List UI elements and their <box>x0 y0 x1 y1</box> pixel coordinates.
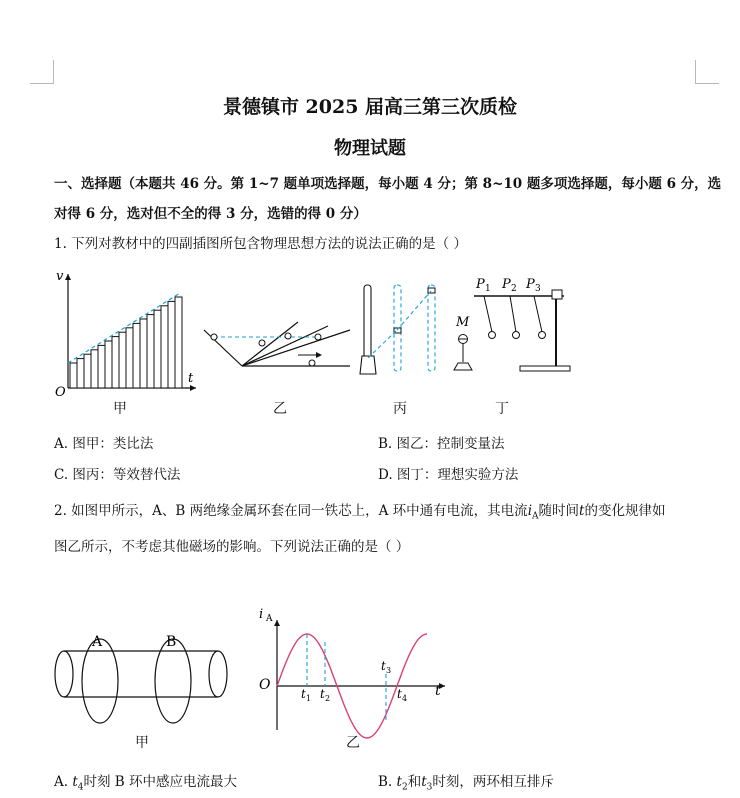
stair-bar <box>147 315 154 388</box>
origin-label-q2: O <box>259 677 271 693</box>
q2-stem-sub-a: A <box>532 511 539 522</box>
section-heading-line1: 一、选择题（本题共 46 分。第 1~7 题单项选择题，每小题 4 分；第 8~10 题多项选择题，每小题 6 分，选 <box>54 176 722 192</box>
q2-option-b-sub1: 2 <box>401 782 408 793</box>
q2-option-a-var: t <box>72 774 78 790</box>
axis-label-ia: i <box>259 607 264 622</box>
q1-option-d[interactable]: D. 图丁：理想实验方法 <box>378 467 519 483</box>
figure-bing-tubes <box>356 282 446 377</box>
figure-ding-pendulums <box>446 272 576 377</box>
stair-bar <box>84 354 91 388</box>
q2-option-a-sub: 4 <box>77 782 84 793</box>
q2-option-b-mid: 和 <box>407 774 422 790</box>
tick-t2: t <box>320 687 325 701</box>
q2-stem-part-b: 随时间 <box>538 503 580 519</box>
q2-stem-var-i: i <box>527 503 533 519</box>
figure-q2-jia-core-rings <box>50 626 240 731</box>
tick-t2-sub: 2 <box>325 694 331 703</box>
axis-label-v: v <box>56 269 64 284</box>
stair-bar <box>112 337 119 388</box>
q1-option-b[interactable]: B. 图乙：控制变量法 <box>378 436 505 452</box>
question-2-stem-line2: 图乙所示，不考虑其他磁场的影响。下列说法正确的是（ ） <box>54 539 410 555</box>
q1-option-a[interactable]: A. 图甲：类比法 <box>54 436 154 452</box>
figure-yi-ramps <box>200 318 355 373</box>
stair-bar <box>77 359 84 388</box>
ring-label-b: B <box>166 634 177 650</box>
label-p2: P <box>502 277 511 292</box>
stair-bar <box>91 350 98 388</box>
caption-bing: 丙 <box>393 401 407 417</box>
q2-option-b-text: 时刻，两环相互排斥 <box>432 774 554 790</box>
caption-jia: 甲 <box>113 401 127 417</box>
q2-stem-part-c: 的变化规律如 <box>584 503 666 519</box>
stair-bar <box>126 328 133 388</box>
q2-stem-part-a: 2. 如图甲所示，A、B 两绝缘金属环套在同一铁芯上，A 环中通有电流，其电流 <box>54 503 528 519</box>
q2-option-b[interactable] <box>378 772 554 798</box>
tick-t4: t <box>397 687 402 701</box>
tick-t3: t <box>381 659 386 673</box>
ring-label-a: A <box>92 634 103 650</box>
tick-t3-sub: 3 <box>386 666 392 675</box>
q2-stem-var-t: t <box>579 503 585 519</box>
tick-t4-sub: 4 <box>402 694 408 703</box>
page-corner-mark-top-right <box>695 60 719 84</box>
caption-q2-yi: 乙 <box>346 735 360 751</box>
stair-bar <box>161 306 168 388</box>
q2-option-b-letter: B. <box>378 774 393 790</box>
figure-q2-yi-current-graph <box>255 600 450 735</box>
tick-t1-sub: 1 <box>306 694 312 703</box>
label-m: M <box>456 315 470 330</box>
label-p3: P <box>526 277 535 292</box>
caption-yi: 乙 <box>273 401 287 417</box>
axis-label-ia-sub: A <box>266 614 273 624</box>
section-heading-line2: 对得 6 分，选对但不全的得 3 分，选错的得 0 分） <box>54 206 367 222</box>
question-1-stem: 1. 下列对教材中的四副插图所包含物理思想方法的说法正确的是（ ） <box>54 236 467 252</box>
subject-title: 物理试题 <box>334 138 406 159</box>
q2-option-b-sub2: 3 <box>426 782 433 793</box>
q2-option-a-letter: A. <box>54 774 69 790</box>
axis-label-t-q2: t <box>435 683 441 699</box>
tick-t1: t <box>301 687 306 701</box>
q2-option-a-text: 时刻 B 环中感应电流最大 <box>83 774 238 790</box>
stair-bar <box>175 297 182 388</box>
origin-label: O <box>55 385 66 400</box>
stair-bar <box>119 332 126 388</box>
page-corner-mark-top-left <box>30 60 54 84</box>
q2-option-a[interactable] <box>54 772 237 798</box>
label-p3-sub: 3 <box>535 284 541 294</box>
q2-option-b-var1: t <box>396 774 402 790</box>
q1-option-c[interactable]: C. 图丙：等效替代法 <box>54 467 181 483</box>
q2-option-b-var2: t <box>421 774 427 790</box>
label-p1: P <box>476 277 485 292</box>
caption-ding: 丁 <box>495 401 509 417</box>
stair-bar <box>154 310 161 388</box>
stair-bar <box>133 323 140 388</box>
stair-bar <box>98 345 105 388</box>
caption-q2-jia: 甲 <box>135 735 149 751</box>
label-p1-sub: 1 <box>485 284 491 294</box>
stair-bar <box>105 341 112 388</box>
stair-bar <box>140 319 147 388</box>
figure-jia-vt-graph <box>50 268 200 398</box>
stair-bar <box>168 301 175 388</box>
exam-title: 景德镇市 2025 届高三第三次质检 <box>222 96 518 118</box>
label-p2-sub: 2 <box>511 284 517 294</box>
question-2-stem-line1 <box>54 501 665 527</box>
stair-bar <box>70 363 77 388</box>
axis-label-t: t <box>188 371 194 386</box>
